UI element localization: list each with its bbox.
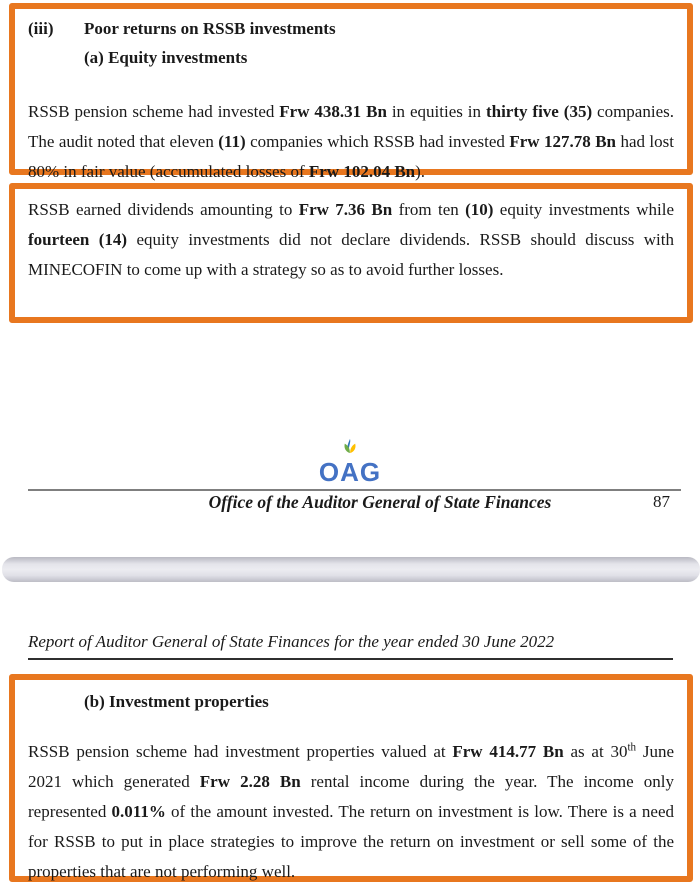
highlight-box-investment-properties xyxy=(9,674,693,882)
highlight-box-dividends xyxy=(9,183,693,323)
page-number: 87 xyxy=(653,492,670,511)
subsection-title-equity: (a) Equity investments xyxy=(84,48,248,67)
paragraph-dividends: RSSB earned dividends amounting to Frw 7.36 Bn from ten (10) equity investments while fourteen (14) equity investments did not declare dividends. RSSB should discuss with MINECOFIN to come up with a strategy so as to avoid further losses. xyxy=(28,200,674,279)
oag-logo xyxy=(0,438,700,485)
paragraph-properties: RSSB pension scheme had investment properties valued at Frw 414.77 Bn as at 30th June 2021 which generated Frw 2.28 Bn rental income during the year. The income only represented 0.011% of the amount invested. The return on investment is low. There is a need for RSSB to put in place strategies to improve the return on investment or sell some of the properties that are not performing well. xyxy=(28,741,674,881)
page2-running-header: Report of Auditor General of State Finances for the year ended 30 June 2022 xyxy=(28,631,673,660)
page-separator-bar xyxy=(2,557,700,582)
logo-text: OAG xyxy=(318,457,382,487)
footer-rule xyxy=(28,489,681,491)
section-number: (iii) xyxy=(28,19,54,38)
footer-office-name: Office of the Auditor General of State Finances xyxy=(208,492,552,512)
subsection-title-properties: (b) Investment properties xyxy=(84,692,269,711)
section-heading xyxy=(28,14,674,43)
section-title: Poor returns on RSSB investments xyxy=(84,19,336,38)
highlight-box-equity-investments xyxy=(9,3,693,181)
paragraph-equity: RSSB pension scheme had invested Frw 438.31 Bn in equities in thirty five (35) companies. The audit noted that eleven (11) companies which RSSB had invested Frw 127.78 Bn had lost 80% in fair value (accumulated losses of Frw 102.04 Bn). xyxy=(28,102,674,181)
